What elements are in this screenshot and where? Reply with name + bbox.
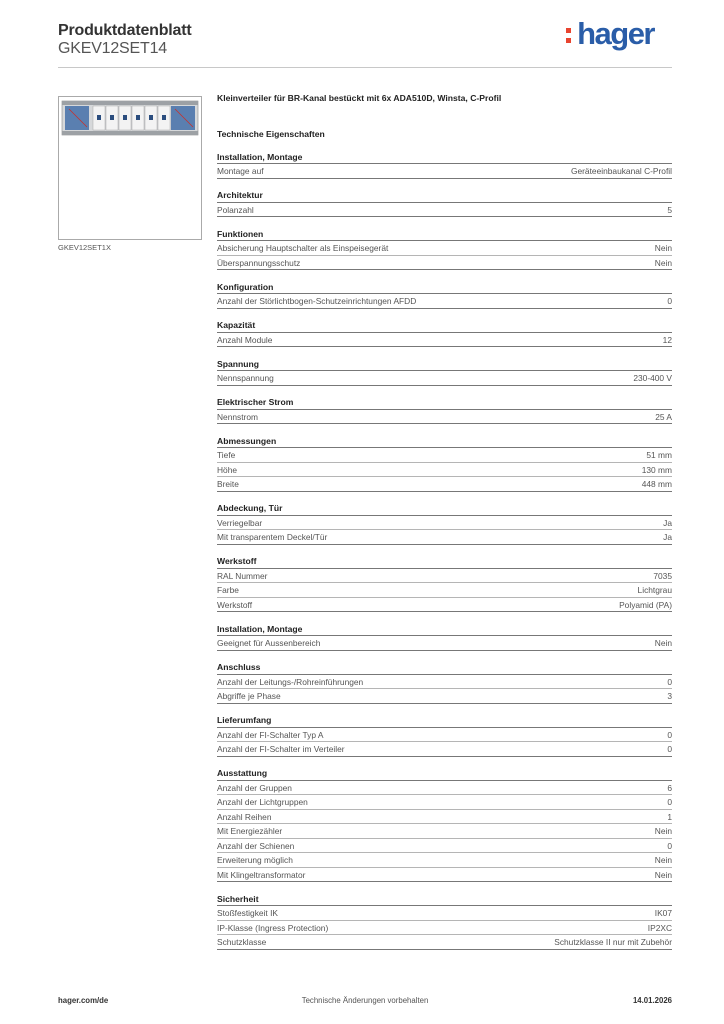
property-value: Nein — [654, 257, 672, 268]
section-title: Anschluss — [217, 660, 672, 675]
section-gap — [217, 545, 672, 555]
property-value: Nein — [654, 243, 672, 253]
distribution-board-image — [59, 97, 201, 239]
property-row — [217, 839, 672, 854]
property-row — [217, 477, 672, 492]
property-row — [217, 636, 672, 651]
property-label: Anzahl der Gruppen — [217, 782, 292, 793]
property-value: 3 — [667, 691, 672, 701]
property-label: Werkstoff — [217, 599, 253, 610]
property-label: Erweiterung möglich — [217, 855, 293, 865]
property-row — [217, 448, 672, 463]
document-header — [58, 16, 672, 68]
technical-properties-heading: Technische Eigenschaften — [217, 129, 325, 139]
property-row — [217, 795, 672, 810]
property-value: 130 mm — [641, 464, 672, 475]
footer-website: hager.com/de — [58, 996, 109, 1005]
section-gap — [217, 140, 672, 150]
property-row — [217, 598, 672, 613]
property-row — [217, 853, 672, 868]
property-value: 0 — [667, 729, 672, 740]
property-value: Lichtgrau — [637, 585, 672, 595]
property-label: Mit Energiezähler — [217, 826, 283, 836]
property-row — [217, 516, 672, 531]
product-image — [58, 96, 202, 240]
property-row — [217, 868, 672, 883]
property-label: Nennstrom — [217, 411, 258, 422]
property-label: Verriegelbar — [217, 517, 263, 528]
property-row — [217, 935, 672, 950]
property-value: 51 mm — [646, 450, 672, 460]
properties-table — [217, 140, 672, 950]
section-gap — [217, 492, 672, 502]
property-label: Abgriffe je Phase — [217, 691, 281, 701]
property-row — [217, 164, 672, 179]
section-title: Abdeckung, Tür — [217, 501, 672, 516]
section-gap — [217, 309, 672, 319]
property-value: IK07 — [654, 908, 672, 918]
property-row — [217, 921, 672, 936]
hager-logo — [577, 16, 654, 52]
footer-note: Technische Änderungen vorbehalten — [301, 996, 429, 1005]
property-row — [217, 333, 672, 348]
property-row — [217, 781, 672, 796]
section-title: Spannung — [217, 357, 672, 372]
section-title: Abmessungen — [217, 434, 672, 449]
property-row — [217, 294, 672, 309]
section-title: Konfiguration — [217, 280, 672, 295]
section-gap — [217, 882, 672, 892]
property-row — [217, 203, 672, 218]
property-value: 5 — [667, 204, 672, 215]
property-label: Anzahl der FI-Schalter im Verteiler — [217, 744, 345, 754]
footer-date: 14.01.2026 — [632, 996, 672, 1005]
logo-colon-mark — [566, 28, 571, 44]
property-row — [217, 256, 672, 271]
property-value: 12 — [662, 334, 672, 345]
property-label: Überspannungsschutz — [217, 257, 301, 268]
property-label: Anzahl der Leitungs-/Rohreinführungen — [217, 676, 364, 687]
section-title: Kapazität — [217, 318, 672, 333]
product-details — [217, 91, 672, 950]
property-label: Nennspannung — [217, 373, 274, 383]
section-gap — [217, 386, 672, 396]
property-value: Nein — [654, 855, 672, 865]
property-value: 0 — [667, 840, 672, 851]
property-label: Polanzahl — [217, 204, 254, 215]
property-label: Anzahl Reihen — [217, 811, 272, 822]
property-value: Nein — [654, 869, 672, 880]
property-label: Absicherung Hauptschalter als Einspeisegerät — [217, 243, 389, 253]
section-gap — [217, 270, 672, 280]
property-label: Anzahl der Lichtgruppen — [217, 797, 308, 807]
property-value: 1 — [667, 811, 672, 822]
property-row — [217, 810, 672, 825]
property-value: 448 mm — [641, 479, 672, 489]
header-divider — [58, 67, 672, 68]
image-caption: GKEV12SET1X — [58, 243, 111, 252]
property-label: Schutzklasse — [217, 937, 267, 947]
property-label: Geeignet für Aussenbereich — [217, 638, 321, 648]
property-label: Tiefe — [217, 450, 236, 460]
property-label: Anzahl Module — [217, 334, 273, 345]
property-label: RAL Nummer — [217, 570, 268, 581]
property-row — [217, 530, 672, 545]
property-value: 0 — [667, 797, 672, 807]
section-gap — [217, 704, 672, 714]
property-value: Ja — [663, 532, 672, 542]
property-row — [217, 371, 672, 386]
property-label: Mit transparentem Deckel/Tür — [217, 532, 328, 542]
property-value: 0 — [667, 744, 672, 754]
section-title: Installation, Montage — [217, 622, 672, 637]
property-label: Anzahl der Störlichtbogen-Schutzeinrichtungen AFDD — [217, 296, 417, 306]
property-label: Farbe — [217, 585, 239, 595]
section-title: Architektur — [217, 188, 672, 203]
section-gap — [217, 347, 672, 357]
property-row — [217, 569, 672, 584]
section-gap — [217, 424, 672, 434]
property-value: Ja — [663, 517, 672, 528]
property-value: Geräteeinbaukanal C-Profil — [570, 166, 672, 176]
property-label: Montage auf — [217, 166, 264, 176]
property-row — [217, 742, 672, 757]
property-label: IP-Klasse (Ingress Protection) — [217, 922, 329, 933]
section-title: Funktionen — [217, 227, 672, 242]
property-value: 7035 — [653, 570, 672, 581]
property-row — [217, 675, 672, 690]
section-title: Ausstattung — [217, 766, 672, 781]
property-label: Anzahl der Schienen — [217, 840, 295, 851]
product-code: GKEV12SET14 — [58, 40, 167, 57]
property-row — [217, 241, 672, 256]
section-title: Werkstoff — [217, 554, 672, 569]
property-value: 230-400 V — [633, 373, 672, 383]
property-row — [217, 689, 672, 704]
property-value: 25 A — [655, 411, 672, 422]
section-gap — [217, 217, 672, 227]
property-label: Anzahl der FI-Schalter Typ A — [217, 729, 324, 740]
property-row — [217, 824, 672, 839]
property-label: Höhe — [217, 464, 238, 475]
property-value: IP2XC — [647, 922, 672, 933]
document-title: Produktdatenblatt — [58, 22, 192, 39]
property-value: Nein — [654, 638, 672, 648]
property-value: 0 — [667, 296, 672, 306]
property-row — [217, 410, 672, 425]
property-value: Polyamid (PA) — [619, 599, 672, 610]
property-row — [217, 906, 672, 921]
property-row — [217, 728, 672, 743]
property-value: 0 — [667, 676, 672, 687]
property-row — [217, 463, 672, 478]
section-gap — [217, 179, 672, 189]
product-description: Kleinverteiler für BR-Kanal bestückt mit 6x ADA510D, Winsta, C-Profil — [217, 93, 502, 103]
property-row — [217, 583, 672, 598]
section-gap — [217, 612, 672, 622]
property-value: 6 — [667, 782, 672, 793]
section-title: Installation, Montage — [217, 150, 672, 165]
section-title: Sicherheit — [217, 892, 672, 907]
property-label: Mit Klingeltransformator — [217, 869, 306, 880]
property-value: Schutzklasse II nur mit Zubehör — [554, 937, 672, 947]
property-label: Breite — [217, 479, 239, 489]
section-gap — [217, 757, 672, 767]
section-title: Elektrischer Strom — [217, 395, 672, 410]
logo-text: hager — [577, 16, 654, 51]
section-title: Lieferumfang — [217, 713, 672, 728]
section-gap — [217, 651, 672, 661]
property-value: Nein — [654, 826, 672, 836]
property-label: Stoßfestigkeit IK — [217, 908, 278, 918]
